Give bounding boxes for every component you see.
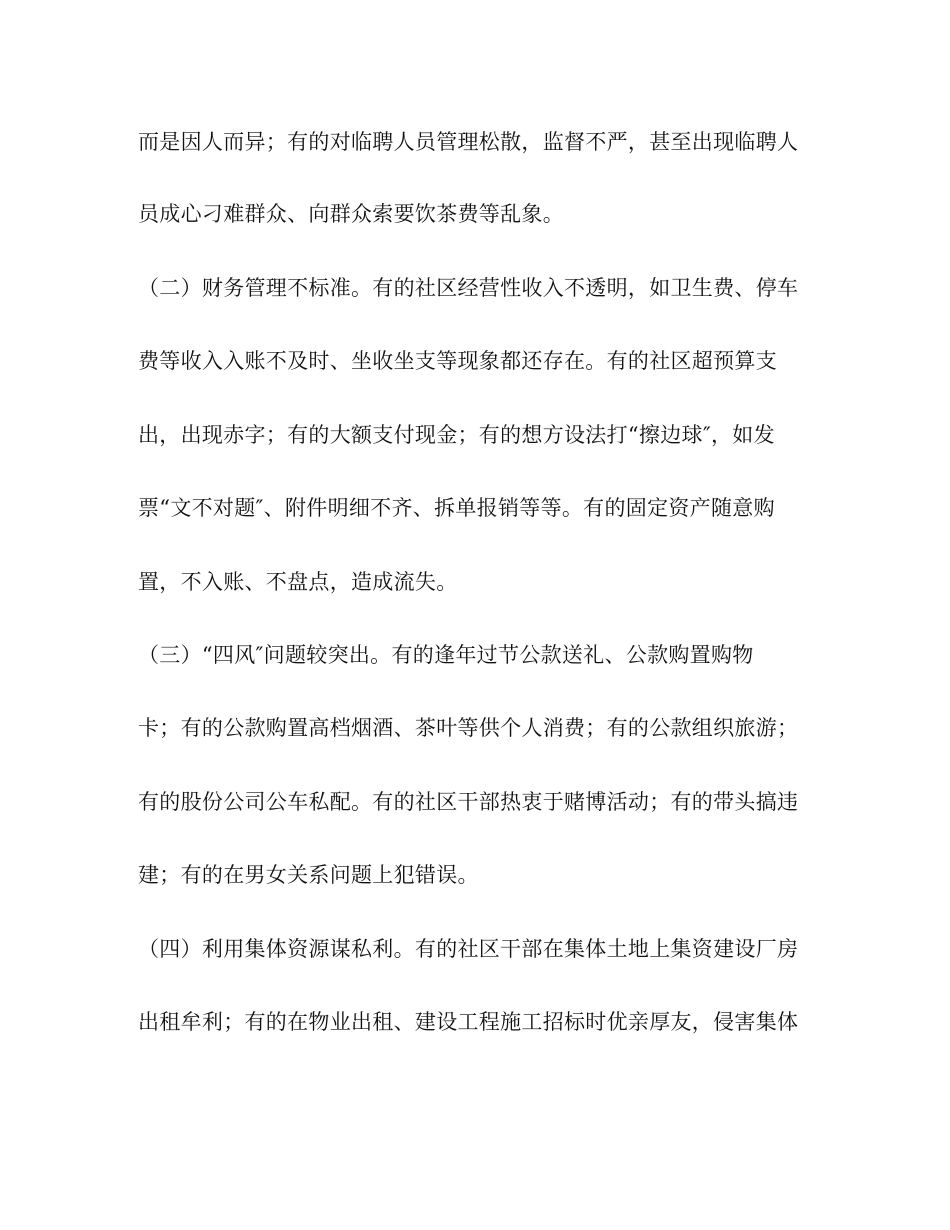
- text-line: （四）利用集体资源谋私利。有的社区干部在集体土地上集资建设厂房: [138, 937, 799, 961]
- text-line: 出租牟利；有的在物业出租、建设工程施工招标时优亲厚友，侵害集体: [138, 1010, 799, 1034]
- text-line: 置，不入账、不盘点，造成流失。: [138, 570, 458, 594]
- text-line: （二）财务管理不标准。有的社区经营性收入不透明，如卫生费、停车: [138, 276, 799, 300]
- text-line: 卡；有的公款购置高档烟酒、茶叶等供个人消费；有的公款组织旅游；: [138, 716, 799, 740]
- text-line: 出，出现赤字；有的大额支付现金；有的想方设法打“擦边球″，如发: [138, 423, 775, 447]
- text-line: 建；有的在男女关系问题上犯错误。: [138, 863, 479, 887]
- text-line: 费等收入入账不及时、坐收坐支等现象都还存在。有的社区超预算支: [138, 349, 777, 373]
- text-line: 而是因人而异；有的对临聘人员管理松散，监督不严，甚至出现临聘人: [138, 130, 799, 154]
- text-line: 票“文不对题″、附件明细不齐、拆单报销等等。有的固定资产随意购: [138, 496, 775, 520]
- text-line: 有的股份公司公车私配。有的社区干部热衷于赌博活动；有的带头搞违: [138, 790, 799, 814]
- text-line: 员成心刁难群众、向群众索要饮茶费等乱象。: [138, 202, 564, 226]
- text-line: （三）“四风″问题较突出。有的逢年过节公款送礼、公款购置购物: [138, 643, 754, 667]
